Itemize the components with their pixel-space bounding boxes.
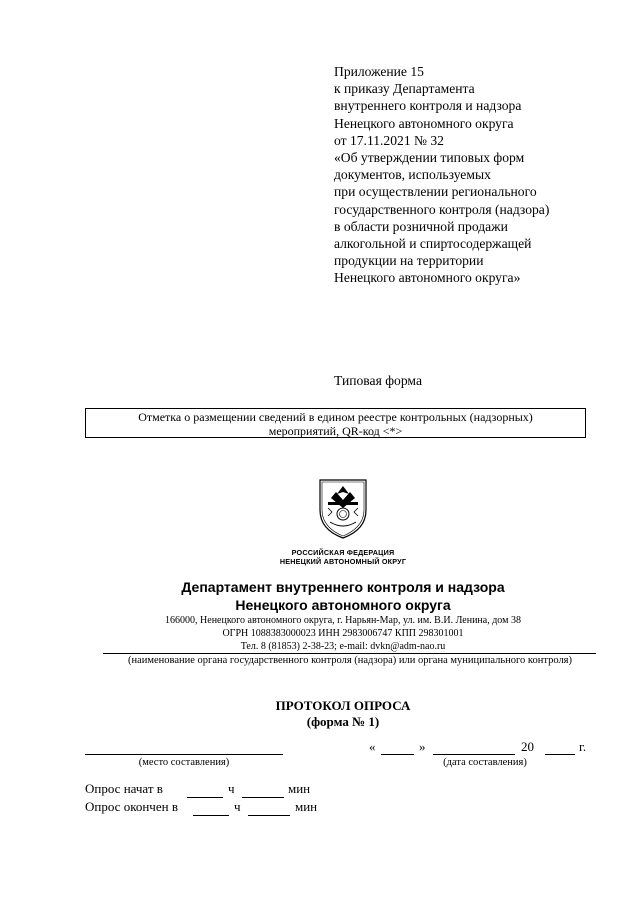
protocol-subtitle: (форма № 1)	[306, 714, 380, 729]
start-minutes-unit: мин	[288, 781, 311, 796]
start-hours-unit: ч	[228, 781, 235, 796]
appendix-line: алкогольной и спиртосодержащей	[334, 236, 532, 252]
start-minutes-field[interactable]	[242, 797, 284, 798]
appendix-line: продукции на территории	[334, 253, 484, 269]
registry-mark-line: мероприятий, QR-код <*>	[268, 424, 403, 438]
appendix-line: к приказу Департамента	[334, 81, 475, 97]
department-address: 166000, Ненецкого автономного округа, г. Нарьян-Мар, ул. им. В.И. Ленина, дом 38	[165, 615, 521, 626]
year-suffix: г.	[579, 739, 587, 754]
appendix-line: Приложение 15	[334, 64, 424, 79]
start-hours-field[interactable]	[187, 797, 223, 798]
protocol-title: ПРОТОКОЛ ОПРОСА	[275, 698, 411, 713]
appendix-line: Ненецкого автономного округа	[334, 115, 514, 131]
authority-caption: (наименование органа государственного контроля (надзора) или органа муниципального контроля)	[127, 655, 573, 666]
registry-mark-box	[85, 408, 586, 438]
appendix-block	[334, 63, 549, 287]
end-hours-field[interactable]	[193, 815, 229, 816]
quote-open: «	[369, 739, 376, 754]
form-type-label: Типовая форма	[334, 373, 422, 388]
appendix-line: государственного контроля (надзора)	[334, 201, 550, 217]
okrug-label: НЕНЕЦКИЙ АВТОНОМНЫЙ ОКРУГ	[279, 557, 407, 566]
registry-mark-line: Отметка о размещении сведений в едином реестре контрольных (надзорных)	[138, 410, 533, 424]
end-minutes-field[interactable]	[248, 815, 290, 816]
coat-of-arms-icon	[316, 476, 370, 540]
department-ids: ОГРН 1088383000023 ИНН 2983006747 КПП 298301001	[222, 628, 464, 639]
place-caption: (место составления)	[138, 757, 230, 768]
year-field[interactable]	[545, 754, 575, 755]
start-label: Опрос начат в	[85, 781, 163, 796]
department-contacts: Тел. 8 (81853) 2-38-23; e-mail: dvkn@adm-nao.ru	[240, 641, 446, 652]
appendix-line: «Об утверждении типовых форм	[334, 150, 525, 166]
place-field[interactable]	[85, 754, 283, 755]
end-label: Опрос окончен в	[85, 799, 178, 814]
appendix-line: при осуществлении регионального	[334, 184, 537, 200]
end-hours-unit: ч	[234, 799, 241, 814]
year-prefix: 20	[521, 739, 534, 754]
appendix-line: Ненецкого автономного округа»	[334, 270, 521, 286]
appendix-line: внутреннего контроля и надзора	[334, 98, 522, 114]
quote-close: »	[419, 739, 426, 754]
department-name-line1: Департамент внутреннего контроля и надзора	[181, 579, 505, 595]
day-field[interactable]	[381, 754, 414, 755]
end-minutes-unit: мин	[295, 799, 318, 814]
appendix-line: документов, используемых	[334, 167, 491, 183]
department-name-line2: Ненецкого автономного округа	[235, 597, 451, 613]
appendix-line: от 17.11.2021 № 32	[334, 132, 444, 148]
federation-label: РОССИЙСКАЯ ФЕДЕРАЦИЯ	[291, 548, 395, 557]
month-field[interactable]	[433, 754, 515, 755]
divider-line	[103, 653, 596, 654]
appendix-line: в области розничной продажи	[334, 218, 508, 234]
date-caption: (дата составления)	[443, 757, 527, 768]
